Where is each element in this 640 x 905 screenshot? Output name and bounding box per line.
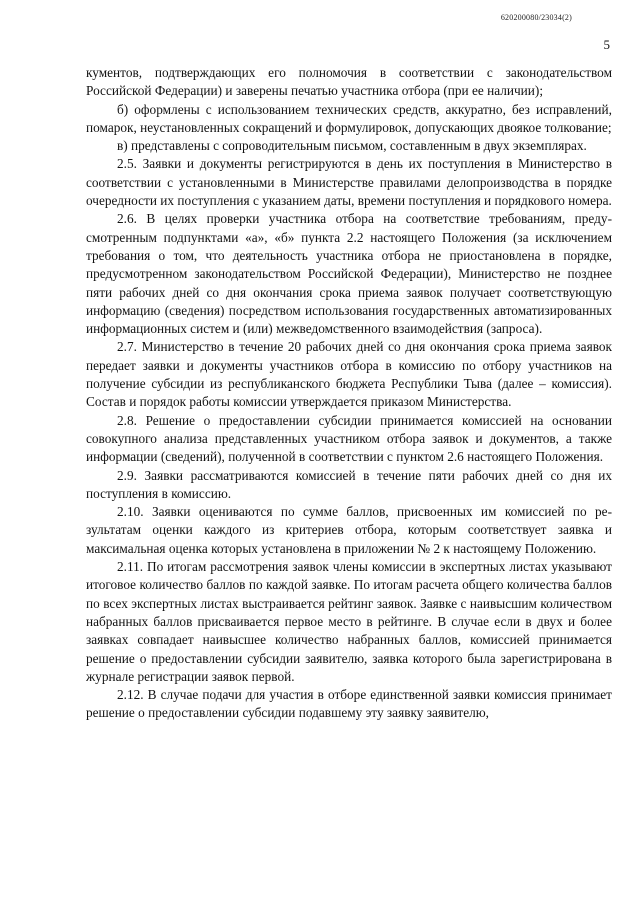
paragraph-2-10: 2.10. Заявки оцениваются по сумме баллов, присвоенных им комиссией по результатам оценки каждого из критериев отбора, которым соответствует заявка и максимальная оценка которых установлена в приложении № 2 к настоящему Положению.: [86, 504, 612, 556]
document-id: 620200080/23034(2): [500, 13, 572, 22]
paragraph-2-11: 2.11. По итогам рассмотрения заявок члены комиссии в экспертных листах указывают итоговое количество баллов по каждой заявке. По итогам расчета общего количества баллов по всех экспертных листах выстраивается рейтинг заявок. Заявке с наивысшим количеством набранных баллов присваивается первое место в рейтинге. В случае если в двух и более заявках совпадает наивысшее количество набранных баллов, комиссией принимается решение о предоставлении субсидии заявителю, заявка которого была зарегистрирована в журнале регистрации заявок первой.: [86, 559, 612, 684]
paragraph-2-5: 2.5. Заявки и документы регистрируются в день их поступления в Министерство в соответствии с установленными в Министерстве правилами делопроизводства в порядке очередности их поступления с указанием даты, времени поступления и порядкового номера.: [86, 156, 612, 209]
paragraph-item-b: б) оформлены с использованием технических средств, аккуратно, без исправлений, помарок, неустановленных сокращений и формулировок, допускающих двоякое толкование;: [86, 101, 612, 135]
document-body: [86, 64, 612, 723]
page-number: 5: [603, 37, 610, 52]
paragraph-2-12: 2.12. В случае подачи для участия в отборе единственной заявки комиссия принимает решение о предоставлении субсидии подавшему эту заявку заявителю,: [86, 687, 612, 721]
paragraph-2-9: 2.9. Заявки рассматриваются комиссией в течение пяти рабочих дней со дня их поступления в комиссию.: [86, 467, 612, 501]
paragraph-2-6: 2.6. В целях проверки участника отбора на соответствие требованиям, предусмотренным подпунктами «а», «б» пункта 2.2 настоящего Положения (за исключением требования о том, что деятельность участника отбора не приостановлена в порядке, предусмотренном законодательством Российской Федерации), Министерство не позднее пяти рабочих дней со дня окончания срока приема заявок получает соответствующую информацию (сведения) посредством использования государственных автоматизированных информационных систем и (или) межведомственного взаимодействия (запроса).: [86, 211, 612, 337]
paragraph-2-8: 2.8. Решение о предоставлении субсидии принимается комиссией на основании совокупного анализа представленных участником отбора заявок и документов, а также информации (сведений), полученной в соответствии с пунктом 2.6 настоящего Положения.: [86, 412, 612, 465]
paragraph-continuation: кументов, подтверждающих его полномочия в соответствии с законодательством Российской Федерации) и заверены печатью участника отбора (при ее наличии);: [86, 65, 612, 99]
paragraph-2-7: 2.7. Министерство в течение 20 рабочих дней со дня окончания срока приема заявок передает заявки и документы участников отбора в комиссию по отбору участников на получение субсидии из республиканского бюджета Республики Тыва (далее – комиссия). Состав и порядок работы комиссии утверждается приказом Министерства.: [86, 339, 612, 410]
paragraph-item-v: в) представлены с сопроводительным письмом, составленным в двух экземплярах.: [117, 138, 587, 154]
